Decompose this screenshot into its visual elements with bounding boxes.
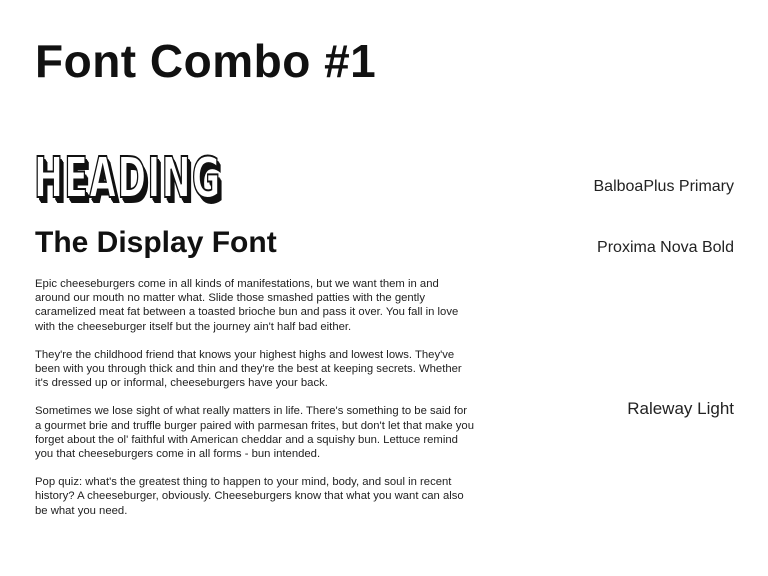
display-font-sample: The Display Font bbox=[35, 226, 277, 259]
body-font-label: Raleway Light bbox=[627, 399, 734, 418]
body-paragraph: They're the childhood friend that knows your highest highs and lowest lows. They've been with you through thick and thin and they're the best at keeping secrets. Whether it's dressed up or informal, cheeseburgers have your back. bbox=[35, 348, 462, 390]
page-title: Font Combo #1 bbox=[35, 35, 377, 87]
display-font-label: Proxima Nova Bold bbox=[597, 239, 734, 256]
heading-font-label: BalboaPlus Primary bbox=[593, 178, 734, 195]
body-copy-sample bbox=[35, 277, 475, 532]
body-paragraph: Epic cheeseburgers come in all kinds of manifestations, but we want them in and around our mouth no matter what. Slide those smashed patties with the gently caramelized meat fat between a toasted brioche bun and pass it over. You fall in love with the cheeseburger itself but the journey ain't half bad either. bbox=[35, 278, 459, 333]
body-paragraph: Sometimes we lose sight of what really matters in life. There's something to be said for a gourmet brie and truffle burger paired with parmesan frites, but don't let that make you forget about the ol' faithful with American cheddar and a squishy bun. Lettuce remind you that cheeseburgers come in all forms - bun intended. bbox=[35, 405, 475, 461]
body-paragraph: Pop quiz: what's the greatest thing to happen to your mind, body, and soul in recent history? A cheeseburger, obviously. Cheeseburgers know that what you want can also be what you need. bbox=[35, 476, 464, 517]
heading-font-sample: HEADING bbox=[34, 146, 222, 211]
